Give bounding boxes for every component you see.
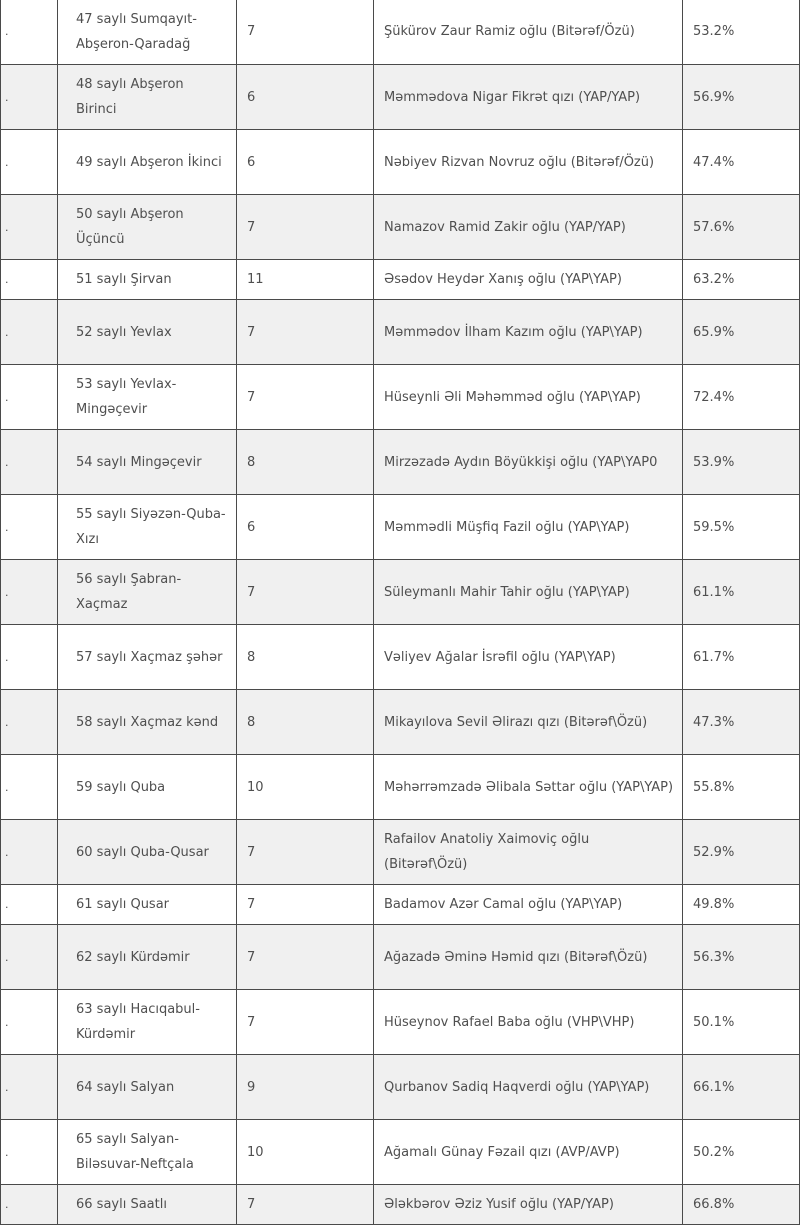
row-marker-text: . <box>5 220 9 234</box>
winner-cell <box>374 990 683 1055</box>
winner-cell-text: Ağazadə Əminə Həmid qızı (Bitərəf\Özü) <box>384 949 648 965</box>
winner-cell <box>374 625 683 690</box>
candidate-count-cell-text: 7 <box>247 949 256 965</box>
row-marker <box>1 365 58 430</box>
row-marker <box>1 755 58 820</box>
district-cell <box>58 560 237 625</box>
vote-percent-cell-text: 59.5% <box>693 519 735 535</box>
winner-cell <box>374 1055 683 1120</box>
district-cell-text: 52 saylı Yevlax <box>76 324 172 340</box>
candidate-count-cell-text: 7 <box>247 897 256 912</box>
candidate-count-cell <box>237 560 374 625</box>
district-cell <box>58 130 237 195</box>
vote-percent-cell-text: 50.2% <box>693 1144 735 1160</box>
winner-cell <box>374 195 683 260</box>
winner-cell-text: Qurbanov Sadiq Haqverdi oğlu (YAP\YAP) <box>384 1079 650 1095</box>
row-marker <box>1 1120 58 1185</box>
vote-percent-cell-text: 72.4% <box>693 389 735 405</box>
winner-cell <box>374 820 683 885</box>
candidate-count-cell <box>237 495 374 560</box>
vote-percent-cell <box>683 885 800 925</box>
row-marker-text: . <box>5 585 9 599</box>
district-cell <box>58 195 237 260</box>
candidate-count-cell-text: 7 <box>247 844 256 860</box>
vote-percent-cell <box>683 430 800 495</box>
winner-cell-text: Məmmədov İlham Kazım oğlu (YAP\YAP) <box>384 324 643 340</box>
vote-percent-cell <box>683 755 800 820</box>
district-cell-text: 61 saylı Qusar <box>76 897 170 912</box>
vote-percent-cell <box>683 690 800 755</box>
candidate-count-cell <box>237 990 374 1055</box>
candidate-count-cell-text: 7 <box>247 324 256 340</box>
district-cell <box>58 990 237 1055</box>
vote-percent-cell-text: 63.2% <box>693 272 735 287</box>
vote-percent-cell <box>683 260 800 300</box>
winner-cell <box>374 885 683 925</box>
table-row <box>1 65 800 130</box>
candidate-count-cell-text: 7 <box>247 389 256 405</box>
winner-cell-text: Məmmədova Nigar Fikrət qızı (YAP/YAP) <box>384 89 641 105</box>
row-marker-text: . <box>5 950 9 964</box>
table-row <box>1 885 800 925</box>
candidate-count-cell-text: 9 <box>247 1079 256 1095</box>
vote-percent-cell-text: 53.2% <box>693 24 735 39</box>
vote-percent-cell <box>683 365 800 430</box>
vote-percent-cell-text: 65.9% <box>693 324 735 340</box>
winner-cell-text: Vəliyev Ağalar İsrəfil oğlu (YAP\YAP) <box>384 649 616 665</box>
candidate-count-cell-text: 8 <box>247 454 256 470</box>
winner-cell-text: Hüseynov Rafael Baba oğlu (VHP\VHP) <box>384 1014 635 1030</box>
vote-percent-cell-text: 47.3% <box>693 714 735 730</box>
district-cell-text: 58 saylı Xaçmaz kənd <box>76 714 219 730</box>
table-row <box>1 690 800 755</box>
winner-cell <box>374 65 683 130</box>
candidate-count-cell <box>237 365 374 430</box>
table-row <box>1 495 800 560</box>
district-cell <box>58 1055 237 1120</box>
winner-cell-text: Namazov Ramid Zakir oğlu (YAP/YAP) <box>384 219 626 235</box>
vote-percent-cell <box>683 195 800 260</box>
candidate-count-cell-text: 7 <box>247 24 256 39</box>
row-marker <box>1 195 58 260</box>
vote-percent-cell <box>683 65 800 130</box>
district-cell <box>58 0 237 65</box>
winner-cell <box>374 1185 683 1225</box>
candidate-count-cell-text: 6 <box>247 154 256 170</box>
district-cell <box>58 1185 237 1225</box>
row-marker-text: . <box>5 155 9 169</box>
vote-percent-cell <box>683 300 800 365</box>
district-cell-text: 53 saylı Yevlax-Mingəçevir <box>76 377 177 417</box>
vote-percent-cell <box>683 495 800 560</box>
winner-cell-text: Məmmədli Müşfiq Fazil oğlu (YAP\YAP) <box>384 519 630 535</box>
district-cell <box>58 1120 237 1185</box>
row-marker <box>1 925 58 990</box>
vote-percent-cell-text: 53.9% <box>693 454 735 470</box>
winner-cell <box>374 755 683 820</box>
candidate-count-cell <box>237 195 374 260</box>
vote-percent-cell <box>683 1185 800 1225</box>
table-row <box>1 260 800 300</box>
winner-cell-text: Mirzəzadə Aydın Böyükkişi oğlu (YAP\YAP0 <box>384 454 658 470</box>
vote-percent-cell-text: 55.8% <box>693 779 735 795</box>
district-cell-text: 64 saylı Salyan <box>76 1079 175 1095</box>
district-cell-text: 51 saylı Şirvan <box>76 272 172 287</box>
row-marker-text: . <box>5 845 9 859</box>
row-marker <box>1 990 58 1055</box>
vote-percent-cell <box>683 990 800 1055</box>
winner-cell <box>374 690 683 755</box>
winner-cell <box>374 560 683 625</box>
winner-cell-text: Ələkbərov Əziz Yusif oğlu (YAP/YAP) <box>384 1197 614 1212</box>
winner-cell-text: Şükürov Zaur Ramiz oğlu (Bitərəf/Özü) <box>384 24 635 39</box>
district-cell-text: 47 saylı Sumqayıt-Abşeron-Qaradağ <box>76 11 197 52</box>
table-row <box>1 755 800 820</box>
table-row <box>1 560 800 625</box>
table-row <box>1 1055 800 1120</box>
district-cell <box>58 430 237 495</box>
vote-percent-cell <box>683 625 800 690</box>
winner-cell-text: Məhərrəmzadə Əlibala Səttar oğlu (YAP\YAP) <box>384 779 674 795</box>
vote-percent-cell <box>683 130 800 195</box>
candidate-count-cell <box>237 755 374 820</box>
vote-percent-cell <box>683 1055 800 1120</box>
table-row <box>1 195 800 260</box>
candidate-count-cell-text: 7 <box>247 219 256 235</box>
district-cell <box>58 625 237 690</box>
table-row <box>1 820 800 885</box>
winner-cell <box>374 300 683 365</box>
table-row <box>1 365 800 430</box>
winner-cell <box>374 495 683 560</box>
winner-cell <box>374 430 683 495</box>
winner-cell-text: Hüseynli Əli Məhəmməd oğlu (YAP\YAP) <box>384 389 641 405</box>
candidate-count-cell-text: 10 <box>247 779 264 795</box>
vote-percent-cell-text: 66.8% <box>693 1197 735 1212</box>
candidate-count-cell-text: 7 <box>247 1014 256 1030</box>
winner-cell <box>374 1120 683 1185</box>
table-row <box>1 925 800 990</box>
district-cell-text: 50 saylı Abşeron Üçüncü <box>76 207 184 247</box>
row-marker <box>1 1185 58 1225</box>
winner-cell-text: Ağamalı Günay Fəzail qızı (AVP/AVP) <box>384 1144 620 1160</box>
table-row <box>1 625 800 690</box>
row-marker <box>1 260 58 300</box>
candidate-count-cell-text: 10 <box>247 1144 264 1160</box>
vote-percent-cell-text: 61.1% <box>693 584 735 600</box>
row-marker-text: . <box>5 1015 9 1029</box>
vote-percent-cell-text: 56.3% <box>693 949 735 965</box>
winner-cell <box>374 0 683 65</box>
winner-cell <box>374 365 683 430</box>
district-cell <box>58 65 237 130</box>
row-marker-text: . <box>5 715 9 729</box>
winner-cell-text: Süleymanlı Mahir Tahir oğlu (YAP\YAP) <box>384 584 630 600</box>
table-row <box>1 1185 800 1225</box>
row-marker <box>1 625 58 690</box>
row-marker-text: . <box>5 520 9 534</box>
row-marker <box>1 560 58 625</box>
vote-percent-cell-text: 66.1% <box>693 1079 735 1095</box>
row-marker <box>1 820 58 885</box>
row-marker-text: . <box>5 898 9 911</box>
row-marker <box>1 130 58 195</box>
candidate-count-cell <box>237 300 374 365</box>
row-marker <box>1 690 58 755</box>
district-cell <box>58 495 237 560</box>
row-marker <box>1 65 58 130</box>
row-marker <box>1 0 58 65</box>
vote-percent-cell-text: 47.4% <box>693 154 735 170</box>
winner-cell-text: Badamov Azər Camal oğlu (YAP\YAP) <box>384 897 623 912</box>
district-cell <box>58 885 237 925</box>
winner-cell-text: Mikayılova Sevil Əlirazı qızı (Bitərəf\Özü) <box>384 714 648 730</box>
vote-percent-cell <box>683 0 800 65</box>
vote-percent-cell <box>683 1120 800 1185</box>
candidate-count-cell <box>237 885 374 925</box>
district-cell-text: 54 saylı Mingəçevir <box>76 454 202 470</box>
district-cell <box>58 260 237 300</box>
vote-percent-cell-text: 52.9% <box>693 844 735 860</box>
candidate-count-cell <box>237 690 374 755</box>
winner-cell-text: Nəbiyev Rizvan Novruz oğlu (Bitərəf/Özü) <box>384 154 655 170</box>
candidate-count-cell <box>237 130 374 195</box>
district-cell-text: 48 saylı Abşeron Birinci <box>76 77 184 117</box>
candidate-count-cell-text: 8 <box>247 649 256 665</box>
district-cell-text: 59 saylı Quba <box>76 779 166 795</box>
table-row <box>1 300 800 365</box>
vote-percent-cell-text: 56.9% <box>693 89 735 105</box>
row-marker-text: . <box>5 780 9 794</box>
candidate-count-cell-text: 7 <box>247 584 256 600</box>
row-marker <box>1 495 58 560</box>
district-cell-text: 55 saylı Siyəzən-Quba-Xızı <box>76 507 226 547</box>
row-marker-text: . <box>5 390 9 404</box>
winner-cell <box>374 925 683 990</box>
candidate-count-cell <box>237 1120 374 1185</box>
row-marker-text: . <box>5 1198 9 1211</box>
table-row <box>1 0 800 65</box>
candidate-count-cell <box>237 820 374 885</box>
row-marker-text: . <box>5 1080 9 1094</box>
table-row <box>1 130 800 195</box>
candidate-count-cell-text: 11 <box>247 272 264 287</box>
table-row <box>1 990 800 1055</box>
candidate-count-cell-text: 7 <box>247 1197 256 1212</box>
vote-percent-cell-text: 61.7% <box>693 649 735 665</box>
vote-percent-cell-text: 49.8% <box>693 897 735 912</box>
winner-cell <box>374 130 683 195</box>
district-cell-text: 60 saylı Quba-Qusar <box>76 844 209 860</box>
vote-percent-cell-text: 50.1% <box>693 1014 735 1030</box>
vote-percent-cell <box>683 925 800 990</box>
vote-percent-cell-text: 57.6% <box>693 219 735 235</box>
table-row <box>1 430 800 495</box>
row-marker <box>1 1055 58 1120</box>
row-marker <box>1 430 58 495</box>
row-marker-text: . <box>5 1145 9 1159</box>
district-cell-text: 49 saylı Abşeron İkinci <box>76 154 222 170</box>
row-marker-text: . <box>5 25 9 38</box>
candidate-count-cell <box>237 260 374 300</box>
district-cell-text: 56 saylı Şabran-Xaçmaz <box>76 572 182 612</box>
district-cell <box>58 755 237 820</box>
row-marker-text: . <box>5 455 9 469</box>
vote-percent-cell <box>683 560 800 625</box>
row-marker <box>1 885 58 925</box>
winner-cell-text: Rafailov Anatoliy Xaimoviç oğlu (Bitərəf\Özü) <box>384 832 590 872</box>
candidate-count-cell <box>237 0 374 65</box>
winner-cell-text: Əsədov Heydər Xanış oğlu (YAP\YAP) <box>384 272 622 287</box>
candidate-count-cell-text: 6 <box>247 519 256 535</box>
row-marker-text: . <box>5 90 9 104</box>
candidate-count-cell <box>237 65 374 130</box>
candidate-count-cell-text: 6 <box>247 89 256 105</box>
row-marker-text: . <box>5 325 9 339</box>
district-cell <box>58 820 237 885</box>
candidate-count-cell <box>237 430 374 495</box>
row-marker <box>1 300 58 365</box>
candidate-count-cell <box>237 925 374 990</box>
district-cell <box>58 925 237 990</box>
winner-cell <box>374 260 683 300</box>
district-cell <box>58 690 237 755</box>
candidate-count-cell <box>237 625 374 690</box>
district-cell-text: 57 saylı Xaçmaz şəhər <box>76 649 223 665</box>
row-marker-text: . <box>5 273 9 286</box>
candidate-count-cell-text: 8 <box>247 714 256 730</box>
district-cell-text: 63 saylı Hacıqabul-Kürdəmir <box>76 1002 200 1042</box>
vote-percent-cell <box>683 820 800 885</box>
candidate-count-cell <box>237 1055 374 1120</box>
district-cell-text: 65 saylı Salyan-Biləsuvar-Neftçala <box>76 1132 194 1172</box>
table-row <box>1 1120 800 1185</box>
results-table-body <box>1 0 800 1225</box>
row-marker-text: . <box>5 650 9 664</box>
district-cell-text: 66 saylı Saatlı <box>76 1197 167 1212</box>
district-cell <box>58 365 237 430</box>
district-cell-text: 62 saylı Kürdəmir <box>76 949 190 965</box>
candidate-count-cell <box>237 1185 374 1225</box>
district-cell <box>58 300 237 365</box>
